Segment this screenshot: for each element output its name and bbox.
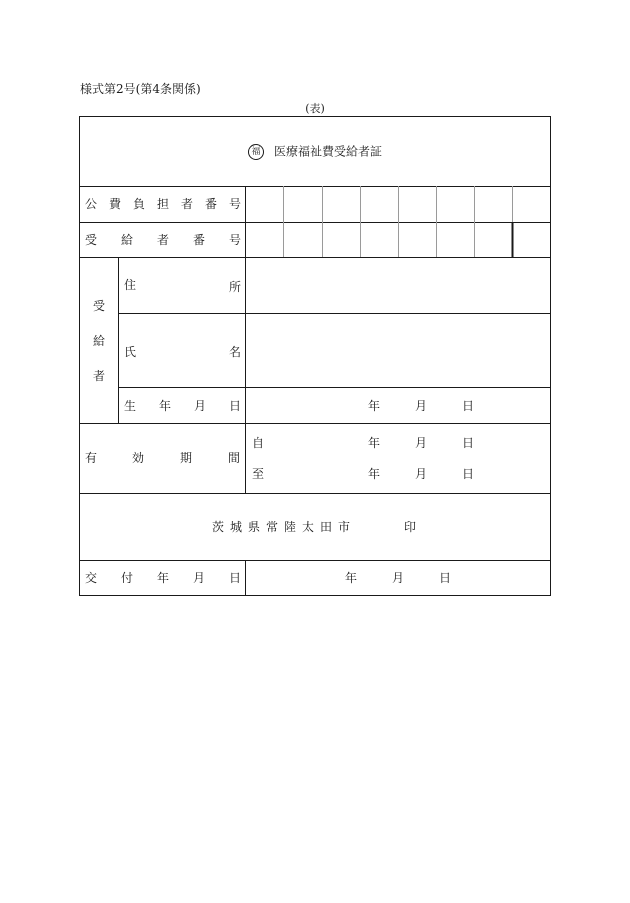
outer-border bbox=[80, 117, 551, 596]
form-grid bbox=[79, 116, 551, 596]
form-number: 様式第2号(第4条関係) bbox=[80, 82, 201, 96]
seal-mark: 印 bbox=[404, 520, 417, 534]
title-text: 医療福祉費受給者証 bbox=[273, 144, 382, 159]
side-label: (表) bbox=[305, 102, 325, 115]
certificate-form: 福 医療福祉費受給者証 公 費 負 担 者 番 号 受 給 者 番 号 受 給 者 住 所 氏 名 生 年 月 日 年 月 日 有 効 期 間 自 年 月 日 至 年 月 日 茨 城 県 常 陸 太 田 市 印 交 付 年 月 日 年 月 日 bbox=[79, 116, 551, 596]
fuku-mark-icon: 福 bbox=[248, 144, 264, 160]
certificate-title bbox=[79, 143, 551, 160]
